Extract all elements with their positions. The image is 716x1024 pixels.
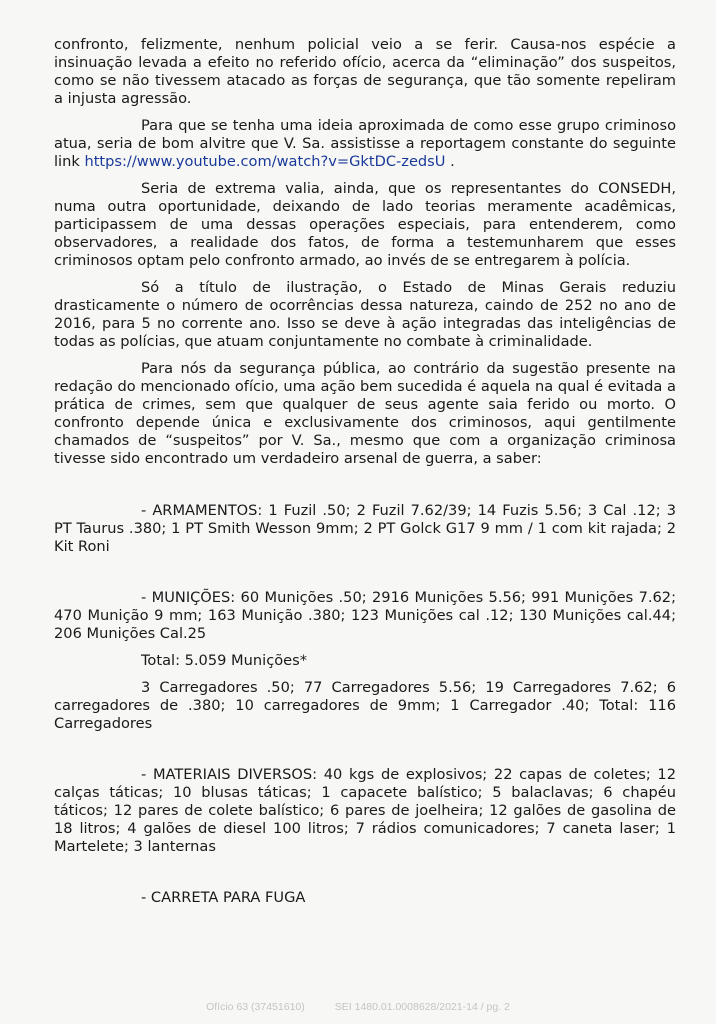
footer-doc-ref: Ofício 63 (37451610) bbox=[206, 1001, 305, 1013]
list-item-carreta: - CARRETA PARA FUGA bbox=[141, 889, 306, 906]
paragraph-reportagem bbox=[54, 117, 676, 171]
list-item-carregadores: 3 Carregadores .50; 77 Carregadores 5.56; 19 Carregadores 7.62; 6 carregadores de .380; 10 carregadores de 9mm; 1 Carregador .40; Total: 116 Carregadores bbox=[54, 679, 676, 732]
list-item-municoes: - MUNIÇÕES: 60 Munições .50; 2916 Munições 5.56; 991 Munições 7.62; 470 Munição 9 mm; 163 Munição .380; 123 Munições cal .12; 130 Munições cal.44; 206 Munições Cal.25 bbox=[54, 589, 676, 642]
municoes-total: Total: 5.059 Munições* bbox=[141, 652, 308, 669]
paragraph-reportagem-text: Para que se tenha uma ideia aproximada de como esse grupo criminoso atua, seria de bom alvitre que V. Sa. assistisse a reportagem constante do seguinte link bbox=[54, 117, 676, 170]
page-footer bbox=[0, 1001, 716, 1013]
list-item-armamentos: - ARMAMENTOS: 1 Fuzil .50; 2 Fuzil 7.62/39; 14 Fuzis 5.56; 3 Cal .12; 3 PT Taurus .380; 1 PT Smith Wesson 9mm; 2 PT Golck G17 9 mm / 1 com kit rajada; 2 Kit Roni bbox=[54, 502, 676, 555]
paragraph-seguranca-publica: Para nós da segurança pública, ao contrário da sugestão presente na redação do mencionado ofício, uma ação bem sucedida é aquela na qual é evitada a prática de crimes, sem que qualquer de seus agente saia ferido ou morto. O confronto depende única e exclusivamente dos criminosos, aqui gentilmente chamados de “suspeitos” por V. Sa., mesmo que com a organização criminosa tivesse sido encontrado um verdadeiro arsenal de guerra, a saber: bbox=[54, 360, 676, 467]
footer-sei-ref: SEI 1480.01.0008628/2021-14 / pg. 2 bbox=[334, 1001, 510, 1013]
paragraph-consedh: Seria de extrema valia, ainda, que os representantes do CONSEDH, numa outra oportunidade, deixando de lado teorias meramente acadêmicas, participassem de uma dessas operações especiais, para entenderem, como observadores, a realidade dos fatos, de forma a testemunharem que esses criminosos optam pelo confronto armado, ao invés de se entregarem à polícia. bbox=[54, 180, 676, 269]
paragraph-confronto: confronto, felizmente, nenhum policial veio a se ferir. Causa-nos espécie a insinuação levada a efeito no referido ofício, acerca da “eliminação” dos suspeitos, como se não tivessem atacado as forças de segurança, que tão somente repeliram a injusta agressão. bbox=[54, 36, 676, 107]
document-body bbox=[54, 36, 676, 907]
list-item-materiais-diversos: - MATERIAIS DIVERSOS: 40 kgs de explosivos; 22 capas de coletes; 12 calças táticas; 10 blusas táticas; 1 capacete balístico; 5 balaclavas; 6 chapéu táticos; 12 pares de colete balístico; 6 pares de joelheira; 12 galões de gasolina de 18 litros; 4 galões de diesel 100 litros; 7 rádios comunicadores; 7 caneta laser; 1 Martelete; 3 lanternas bbox=[54, 766, 676, 855]
youtube-link[interactable]: https://www.youtube.com/watch?v=GktDC-zedsU bbox=[84, 153, 446, 170]
paragraph-minas-gerais: Só a título de ilustração, o Estado de Minas Gerais reduziu drasticamente o número de ocorrências dessa natureza, caindo de 252 no ano de 2016, para 5 no corrente ano. Isso se deve à ação integradas das inteligências de todas as polícias, que atuam conjuntamente no combate à criminalidade. bbox=[54, 279, 676, 350]
link-suffix: . bbox=[445, 153, 455, 170]
